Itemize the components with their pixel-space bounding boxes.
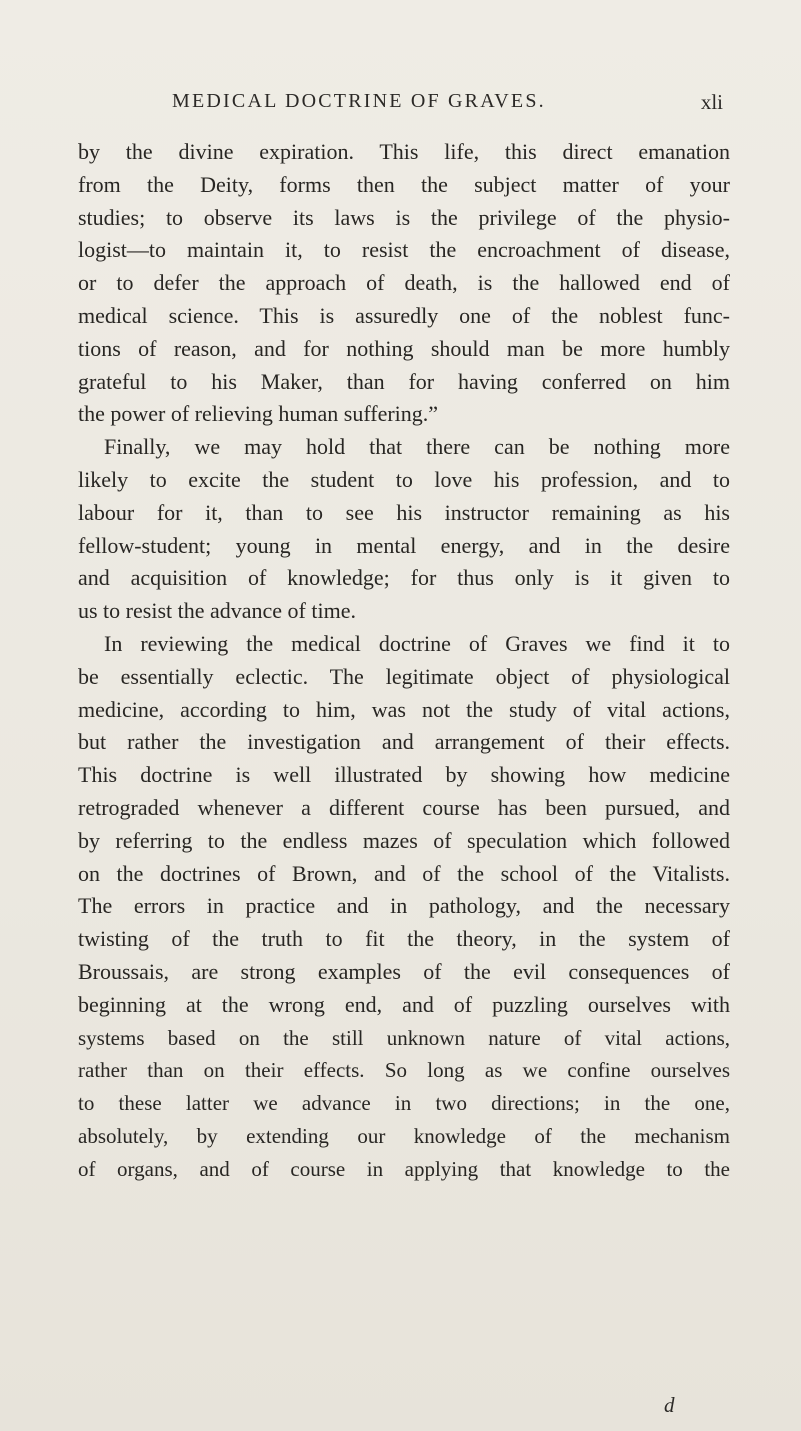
text-line: tions of reason, and for nothing should man be more humbly	[78, 335, 730, 361]
text-line: but rather the investigation and arrangement of their effects.	[78, 729, 730, 755]
page-number: xli	[700, 90, 723, 114]
text-line: fellow-student; young in mental energy, and in the desire	[78, 532, 730, 558]
text-line: by referring to the endless mazes of speculation which followed	[78, 827, 730, 853]
text-line: be essentially eclectic. The legitimate object of physiological	[78, 663, 730, 689]
text-line: Broussais, are strong examples of the evil consequences of	[78, 958, 730, 984]
text-line: grateful to his Maker, than for having conferred on him	[78, 368, 730, 394]
text-line: The errors in practice and in pathology, and the necessary	[78, 893, 730, 919]
text-line: absolutely, by extending our knowledge of the mechanism	[78, 1123, 730, 1148]
running-head: MEDICAL DOCTRINE OF GRAVES.	[172, 90, 546, 112]
text-line: to these latter we advance in two directions; in the one,	[78, 1091, 730, 1116]
text-line: us to resist the advance of time.	[78, 598, 356, 624]
text-line: This doctrine is well illustrated by showing how medicine	[78, 762, 730, 788]
text-line: medicine, according to him, was not the study of vital actions,	[78, 696, 730, 722]
body-text	[78, 136, 730, 1186]
text-line: by the divine expiration. This life, this direct emanation	[78, 139, 730, 164]
page-header	[0, 88, 801, 118]
text-line: retrograded whenever a different course has been pursued, and	[78, 794, 730, 820]
text-line: studies; to observe its laws is the privilege of the physio-	[78, 204, 730, 230]
text-line: labour for it, than to see his instructor remaining as his	[78, 499, 730, 525]
text-line: and acquisition of knowledge; for thus only is it given to	[78, 565, 730, 591]
text-line: In reviewing the medical doctrine of Graves we find it to	[104, 630, 730, 656]
text-line: on the doctrines of Brown, and of the school of the Vitalists.	[78, 860, 730, 886]
text-line: beginning at the wrong end, and of puzzling ourselves with	[78, 991, 730, 1017]
text-line: likely to excite the student to love his profession, and to	[78, 466, 730, 492]
text-line: of organs, and of course in applying that knowledge to the	[78, 1156, 730, 1181]
text-line: twisting of the truth to fit the theory, in the system of	[78, 926, 730, 952]
text-line: Finally, we may hold that there can be nothing more	[104, 434, 730, 460]
signature-mark: d	[664, 1393, 675, 1417]
text-line: medical science. This is assuredly one of the noblest func-	[78, 302, 730, 328]
text-line: systems based on the still unknown nature of vital actions,	[78, 1025, 730, 1050]
text-line: logist—to maintain it, to resist the encroachment of disease,	[78, 237, 730, 263]
text-line: the power of relieving human suffering.”	[78, 401, 439, 427]
text-line: or to defer the approach of death, is the hallowed end of	[78, 270, 730, 296]
text-line: rather than on their effects. So long as we confine ourselves	[78, 1058, 730, 1083]
text-line: from the Deity, forms then the subject matter of your	[78, 171, 730, 197]
